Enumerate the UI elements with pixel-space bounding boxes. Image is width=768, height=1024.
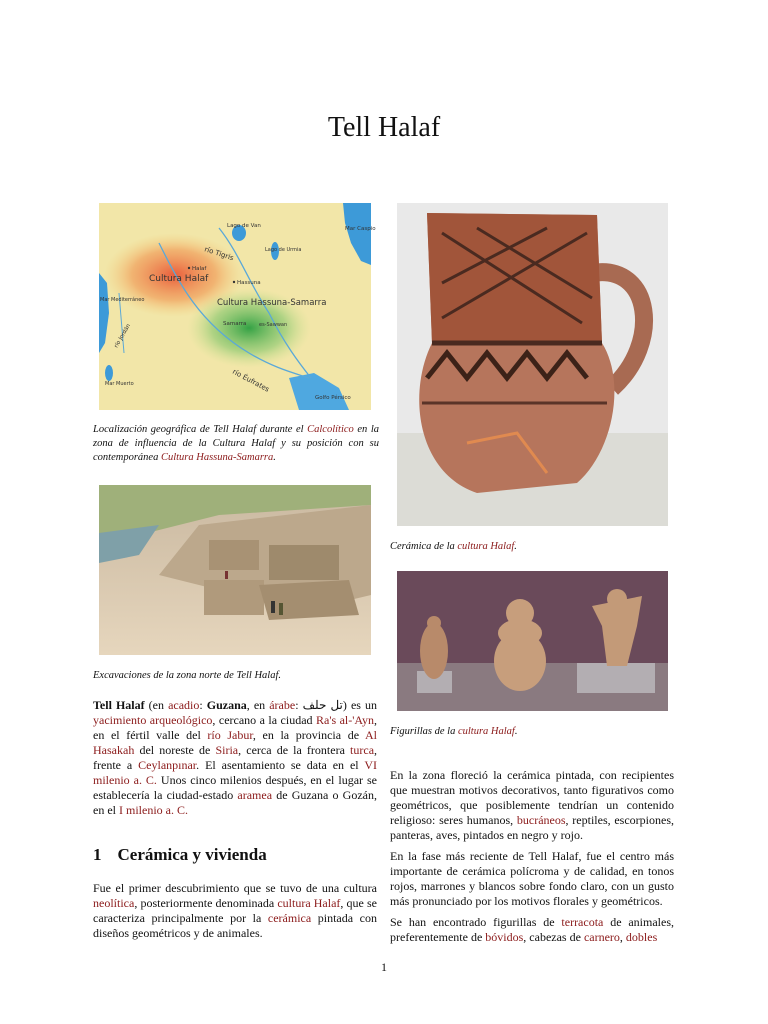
text: , en la provincia de [252,728,365,742]
text: , que se caracteriza principalmente por la [93,896,377,925]
figurines-caption [390,725,670,739]
page-title: Tell Halaf [327,112,441,143]
figurines-photo [397,571,668,711]
map-label-jordan: río Jordán [113,323,132,349]
map-label-hassuna: Hassuna [237,280,261,286]
map-label-cultura-hassuna-samarra: Cultura Hassuna-Samarra [217,298,327,308]
link-bovidos[interactable]: bóvidos [485,930,524,944]
excavation-photo [99,485,371,655]
intro-paragraph [93,698,377,824]
link-calcolitico[interactable]: Calcolítico [307,424,354,435]
ceramic-photo [397,203,668,526]
map-label-samarra: Samarra [223,321,247,327]
text: Fue el primer descubrimiento que se tuvo de una cultura [93,881,377,895]
text: : [199,698,207,712]
map-label-caspio: Mar Caspio [345,226,376,232]
link-carnero[interactable]: carnero [583,930,620,944]
text: , cabezas de [523,930,584,944]
link-ceylanpinar[interactable]: Ceylanpınar [138,758,197,772]
text: pintada con diseños geométricos y de animales. [93,911,377,940]
map-image [99,203,376,410]
link-cultura-hassuna-samarra[interactable]: Cultura Hassuna-Samarra [160,452,274,463]
section-heading [93,845,377,865]
text: Unos cinco milenios después, en el lugar se establecería la ciudad-estado [93,773,377,802]
text: , cerca de la frontera [238,743,351,757]
ceramic-caption [390,540,670,554]
map-caption [93,423,379,465]
paragraph-fase-reciente: En la fase más reciente de Tell Halaf, fue el centro más importante de cerámica polícroma y de calidad, en tonos rojos, marrones y blancos sobre fondo claro, con un gusto más pronunciado por los motivos florales y geométricos. [390,849,674,908]
right-column-text [390,768,674,944]
link-ceramica[interactable]: cerámica [267,911,312,925]
text: del noreste de [134,743,216,757]
page-number: 1 [381,960,387,974]
map-label-urmia: Lago de Urmia [265,247,302,253]
bold-term: Guzana [206,698,247,712]
link-aramea[interactable]: aramea [237,788,273,802]
caption-text: . [514,541,517,552]
map-label-mar-muerto: Mar Muerto [105,381,134,387]
text: , posteriormente denominada [134,896,278,910]
caption-text: . [514,726,518,737]
text: , cercano a la ciudad [212,713,316,727]
caption-text: Cerámica de la [390,541,458,552]
text: , [619,930,626,944]
text: Se han encontrado figurillas de [390,915,562,929]
link-yacimiento[interactable]: yacimiento arqueológico [93,713,213,727]
caption-text: en la zona de influencia de la Cultura Halaf y su posición con su contemporánea [93,424,379,463]
link-rio-jabur[interactable]: río Jabur [207,728,253,742]
text: En la zona floreció la cerámica pintada, con recipientes que muestran motivos decorativos, tanto figurativos como geométricos, que posiblemente tendrían un contenido religioso: seres humanos, [390,768,674,827]
text: de animales, preferentemente de [390,915,674,944]
section-number: 1 [93,845,102,864]
link-al-hasakah[interactable]: Al Hasakah [93,728,377,757]
map-label-mediterraneo: Mar Mediterráneo [100,297,145,303]
text: de Guzana o Gozán, en el [93,788,377,817]
link-dobles[interactable]: dobles [625,930,658,944]
text: . El asentamiento se data en el [196,758,365,772]
text: , en [246,698,270,712]
caption-text: . [273,452,276,463]
map-label-halaf: Halaf [192,266,207,272]
link-ras-al-ayn[interactable]: Ra's al-'Ayn [315,713,374,727]
map-label-cultura-halaf: Cultura Halaf [149,274,209,284]
map-label-tigris: río Tigris [203,245,235,263]
map-label-golfo: Golfo Pérsico [315,395,351,401]
link-neolitica[interactable]: neolítica [93,896,135,910]
text: (en [144,698,169,712]
link-cultura-halaf-2[interactable]: cultura Halaf [457,726,515,737]
text: : تل حلف) es un [295,698,377,712]
link-bucraneos[interactable]: bucráneos [516,813,566,827]
text: , reptiles, escorpiones, panteras, aves, pintados en negro y rojo. [390,813,675,842]
map-label-lago: Lago de Van [227,223,261,229]
map-label-eufrates: río Éufrates [231,367,271,394]
link-turca[interactable]: turca [350,743,375,757]
caption-text: Figurillas de la [390,726,458,737]
excavation-caption: Excavaciones de la zona norte de Tell Halaf. [93,670,281,681]
map-label-es-sawwan: es-Sawwan [259,322,288,328]
text: , frente a [93,743,378,772]
link-cultura-halaf-3[interactable]: cultura Halaf [277,896,341,910]
caption-text: Localización geográfica de Tell Halaf durante el [93,424,308,435]
link-cultura-halaf[interactable]: cultura Halaf [457,541,515,552]
text: , en el fértil valle del [93,713,377,742]
link-arabe[interactable]: árabe [269,698,296,712]
link-acadio[interactable]: acadio [168,698,200,712]
link-siria[interactable]: Siria [215,743,239,757]
link-vi-milenio[interactable]: VI milenio a. C. [93,758,377,787]
section1-paragraph [93,881,377,947]
link-i-milenio[interactable]: I milenio a. C. [119,803,188,817]
link-terracota[interactable]: terracota [561,915,604,929]
section-title: Cerámica y vivienda [117,845,267,864]
bold-term: Tell Halaf [93,698,145,712]
